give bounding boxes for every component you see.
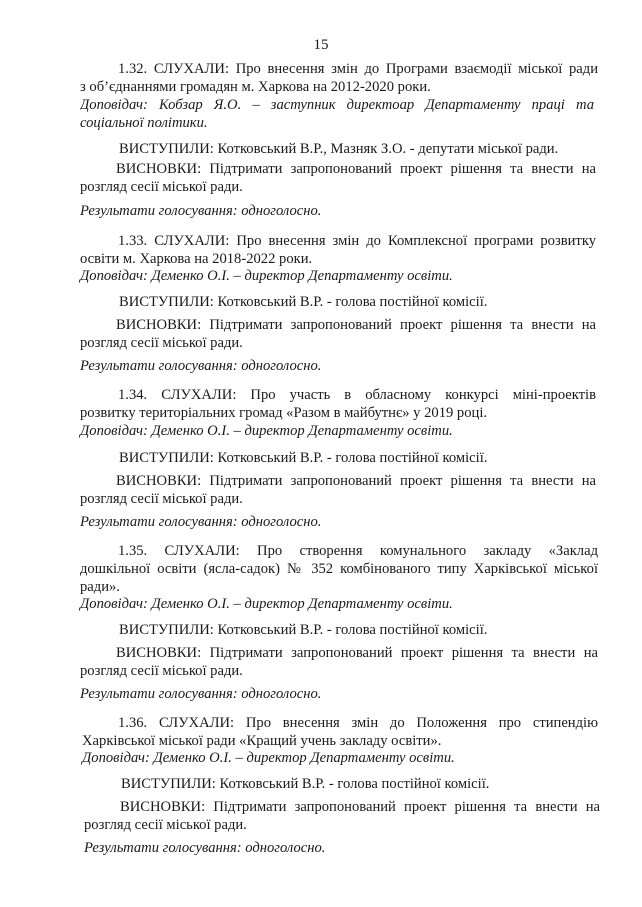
heard-line-2: дошкільної освіти (ясла-садок) № 352 комбінованого типу Харківської міської <box>80 561 598 577</box>
heard-line-2: з об’єднаннями громадян м. Харкова на 2012-2020 роки. <box>80 79 431 95</box>
heard-line-1: 1.33. СЛУХАЛИ: Про внесення змін до Комплексної програми розвитку <box>118 233 596 249</box>
item-1-34-speaker: Доповідач: Деменко О.І. – директор Департаменту освіти. <box>80 423 453 439</box>
conclusion-line-1: ВИСНОВКИ: Підтримати запропонований проект рішення та внести на <box>116 161 596 177</box>
item-1-36-vote: Результати голосування: одноголосно. <box>84 840 326 856</box>
heard-line-2: Харківської міської ради «Кращий учень закладу освіти». <box>82 733 442 749</box>
conclusion-line-2: розгляд сесії міської ради. <box>80 663 243 679</box>
item-1-36-conclusion <box>84 798 600 834</box>
conclusion-line-2: розгляд сесії міської ради. <box>80 491 243 507</box>
item-1-35-heard <box>80 542 598 596</box>
item-1-33-speaker: Доповідач: Деменко О.І. – директор Департаменту освіти. <box>80 268 453 284</box>
conclusion-line-1: ВИСНОВКИ: Підтримати запропонований проект рішення та внести на <box>116 645 598 661</box>
item-1-32-heard <box>80 60 598 96</box>
item-1-36-speaker: Доповідач: Деменко О.І. – директор Департаменту освіти. <box>82 750 455 766</box>
item-1-32-vote: Результати голосування: одноголосно. <box>80 203 322 219</box>
item-1-34-vote: Результати голосування: одноголосно. <box>80 514 322 530</box>
item-1-35-spoke: ВИСТУПИЛИ: Котковський В.Р. - голова постійної комісії. <box>119 622 488 638</box>
heard-line-2: розвитку територіальних громад «Разом в майбутнє» у 2019 році. <box>80 405 488 421</box>
item-1-32-speaker <box>80 96 594 132</box>
heard-line-1: 1.34. СЛУХАЛИ: Про участь в обласному конкурсі міні-проектів <box>118 387 596 403</box>
heard-line-1: 1.36. СЛУХАЛИ: Про внесення змін до Положення про стипендію <box>118 715 598 731</box>
item-1-34-spoke: ВИСТУПИЛИ: Котковський В.Р. - голова постійної комісії. <box>119 450 488 466</box>
item-1-36-spoke: ВИСТУПИЛИ: Котковський В.Р. - голова постійної комісії. <box>121 776 490 792</box>
item-1-32-spoke: ВИСТУПИЛИ: Котковський В.Р., Мазняк З.О. - депутати міської ради. <box>119 141 559 157</box>
conclusion-line-2: розгляд сесії міської ради. <box>84 817 247 833</box>
speaker-line-2: соціальної політики. <box>80 115 208 131</box>
page-number: 15 <box>313 37 329 53</box>
conclusion-line-1: ВИСНОВКИ: Підтримати запропонований проект рішення та внести на <box>116 473 596 489</box>
conclusion-line-2: розгляд сесії міської ради. <box>80 179 243 195</box>
item-1-35-vote: Результати голосування: одноголосно. <box>80 686 322 702</box>
item-1-33-spoke: ВИСТУПИЛИ: Котковський В.Р. - голова постійної комісії. <box>119 294 488 310</box>
item-1-35-speaker: Доповідач: Деменко О.І. – директор Департаменту освіти. <box>80 596 453 612</box>
heard-line-1: 1.35. СЛУХАЛИ: Про створення комунального закладу «Заклад <box>118 543 598 559</box>
item-1-33-heard <box>80 232 596 268</box>
item-1-34-conclusion <box>80 472 596 508</box>
heard-line-1: 1.32. СЛУХАЛИ: Про внесення змін до Програми взаємодії міської ради <box>118 61 598 77</box>
item-1-33-conclusion <box>80 316 596 352</box>
item-1-36-heard <box>82 714 598 750</box>
item-1-35-conclusion <box>80 644 598 680</box>
conclusion-line-1: ВИСНОВКИ: Підтримати запропонований проект рішення та внести на <box>116 317 596 333</box>
speaker-line-1: Доповідач: Кобзар Я.О. – заступник директоар Департаменту праці та <box>80 97 594 113</box>
item-1-33-vote: Результати голосування: одноголосно. <box>80 358 322 374</box>
item-1-32-conclusion <box>80 160 596 196</box>
conclusion-line-1: ВИСНОВКИ: Підтримати запропонований проект рішення та внести на <box>120 799 600 815</box>
conclusion-line-2: розгляд сесії міської ради. <box>80 335 243 351</box>
heard-line-3: ради». <box>80 579 120 595</box>
heard-line-2: освіти м. Харкова на 2018-2022 роки. <box>80 251 313 267</box>
item-1-34-heard <box>80 386 596 422</box>
